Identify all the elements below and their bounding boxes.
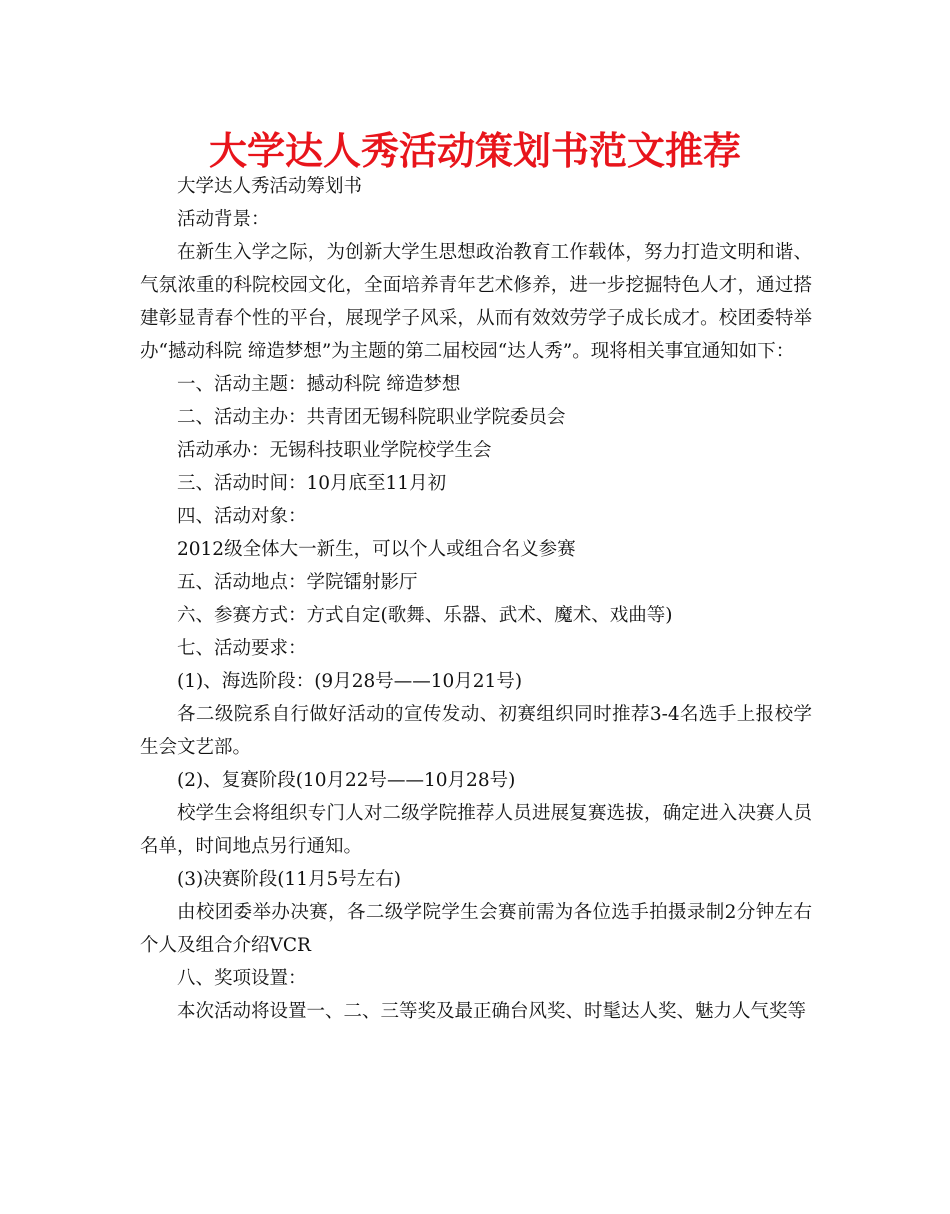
document-body (140, 170, 812, 1028)
paragraph: 大学达人秀活动筹划书 (177, 176, 363, 197)
paragraph: 八、奖项设置： (177, 968, 307, 989)
paragraph: 活动承办：无锡科技职业学院校学生会 (177, 440, 492, 461)
paragraph: 在新生入学之际，为创新大学生思想政治教育工作载体，努力打造文明和谐、气氛浓重的科院校园文化，全面培养青年艺术修养，进一步挖掘特色人才，通过搭建彰显青春个性的平台，展现学子风采，从而有效效劳学子成长成才。校团委特举办“撼动科院 缔造梦想”为主题的第二届校园“达人秀”。现将相关事宜通知如下： (140, 242, 812, 362)
paragraph: 活动背景： (177, 209, 270, 230)
paragraph: 三、活动时间：10月底至11月初 (177, 473, 447, 494)
paragraph: 七、活动要求： (177, 638, 307, 659)
paragraph: (2)、复赛阶段(10月22号——10月28号) (177, 770, 516, 791)
paragraph: 五、活动地点：学院镭射影厅 (177, 572, 418, 593)
paragraph: 2012级全体大一新生，可以个人或组合名义参赛 (177, 539, 576, 560)
paragraph: 由校团委举办决赛，各二级学院学生会赛前需为各位选手拍摄录制2分钟左右个人及组合介绍VCR (140, 902, 812, 956)
paragraph: 一、活动主题：撼动科院 缔造梦想 (177, 374, 461, 395)
paragraph: (1)、海选阶段：(9月28号——10月21号) (177, 671, 523, 692)
paragraph: 各二级院系自行做好活动的宣传发动、初赛组织同时推荐3-4名选手上报校学生会文艺部。 (140, 704, 812, 758)
paragraph: 本次活动将设置一、二、三等奖及最正确台风奖、时髦达人奖、魅力人气奖等 (177, 1001, 807, 1022)
paragraph: 四、活动对象： (177, 506, 307, 527)
paragraph: 六、参赛方式：方式自定(歌舞、乐器、武术、魔术、戏曲等) (177, 605, 673, 626)
paragraph: 二、活动主办：共青团无锡科院职业学院委员会 (177, 407, 566, 428)
document-title: 大学达人秀活动策划书范文推荐 (208, 129, 741, 173)
paragraph: (3)决赛阶段(11月5号左右) (177, 869, 401, 890)
paragraph: 校学生会将组织专门人对二级学院推荐人员进展复赛选拔，确定进入决赛人员名单，时间地点另行通知。 (140, 803, 812, 857)
